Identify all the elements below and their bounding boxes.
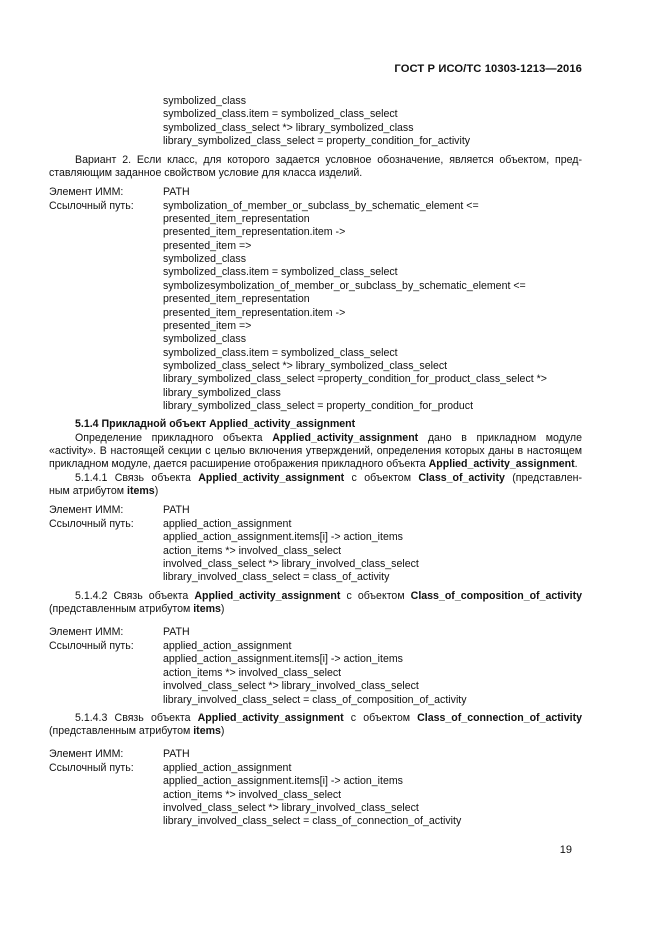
element-value: PATH bbox=[163, 186, 190, 198]
para-5-1-4-line2: «activity». В настоящей секции с целью включения утверждений, определения которых даны в настоящем bbox=[49, 445, 582, 457]
code-line: symbolized_class.item = symbolized_class_select bbox=[163, 347, 398, 359]
code-line: applied_action_assignment bbox=[163, 762, 292, 774]
code-line: symbolization_of_member_or_subclass_by_schematic_element <= bbox=[163, 200, 479, 212]
code-line: applied_action_assignment.items[i] -> action_items bbox=[163, 653, 403, 665]
code-line: involved_class_select *> library_involved_class_select bbox=[163, 558, 419, 570]
ref-path-label: Ссылочный путь: bbox=[49, 518, 134, 530]
element-label: Элемент ИММ: bbox=[49, 186, 124, 198]
heading-5-1-4-3-line1: 5.1.4.3 Связь объекта Applied_activity_assignment с объектом Class_of_connection_of_activity bbox=[75, 712, 582, 724]
code-line: symbolized_class_select *> library_symbolized_class_select bbox=[163, 360, 448, 372]
code-line: involved_class_select *> library_involved_class_select bbox=[163, 802, 419, 814]
code-line: involved_class_select *> library_involved_class_select bbox=[163, 680, 419, 692]
code-line: library_symbolized_class_select =property_condition_for_product_class_select *> bbox=[163, 373, 547, 385]
code-line: applied_action_assignment.items[i] -> action_items bbox=[163, 775, 403, 787]
heading-5-1-4-1-line2: ным атрибутом items) bbox=[49, 485, 159, 497]
ref-path-label: Ссылочный путь: bbox=[49, 200, 134, 212]
ref-path-label: Ссылочный путь: bbox=[49, 762, 134, 774]
variant2-text-line1: Вариант 2. Если класс, для которого задается условное обозначение, является объектом, пред- bbox=[75, 154, 582, 166]
code-line: action_items *> involved_class_select bbox=[163, 667, 342, 679]
code-line: symbolized_class bbox=[163, 95, 247, 107]
code-line: symbolized_class_select *> library_symbolized_class bbox=[163, 122, 414, 134]
ref-path-label: Ссылочный путь: bbox=[49, 640, 134, 652]
code-line: presented_item_representation.item -> bbox=[163, 226, 346, 238]
document-header: ГОСТ Р ИСО/ТС 10303-1213—2016 bbox=[394, 63, 582, 75]
code-line: symbolized_class bbox=[163, 333, 247, 345]
code-line: symbolizesymbolization_of_member_or_subclass_by_schematic_element <= bbox=[163, 280, 526, 292]
code-line: applied_action_assignment.items[i] -> action_items bbox=[163, 531, 403, 543]
code-line: action_items *> involved_class_select bbox=[163, 789, 342, 801]
element-value: PATH bbox=[163, 748, 190, 760]
code-line: library_involved_class_select = class_of_composition_of_activity bbox=[163, 694, 467, 706]
heading-5-1-4-2-line2: (представленным атрибутом items) bbox=[49, 603, 225, 615]
code-line: library_symbolized_class_select = property_condition_for_product bbox=[163, 400, 474, 412]
element-value: PATH bbox=[163, 626, 190, 638]
element-value: PATH bbox=[163, 504, 190, 516]
heading-5-1-4-2-line1: 5.1.4.2 Связь объекта Applied_activity_assignment с объектом Class_of_composition_of_activity bbox=[75, 590, 582, 602]
code-line: library_involved_class_select = class_of_connection_of_activity bbox=[163, 815, 462, 827]
code-line: symbolized_class.item = symbolized_class_select bbox=[163, 266, 398, 278]
para-5-1-4-line3: прикладном модуле, дается расширение отображения прикладного объекта Applied_activity_assignment. bbox=[49, 458, 578, 470]
section-heading-5-1-4: 5.1.4 Прикладной объект Applied_activity_assignment bbox=[75, 418, 356, 430]
code-line: presented_item => bbox=[163, 240, 252, 252]
heading-5-1-4-3-line2: (представленным атрибутом items) bbox=[49, 725, 225, 737]
element-label: Элемент ИММ: bbox=[49, 748, 124, 760]
code-line: applied_action_assignment bbox=[163, 518, 292, 530]
code-line: symbolized_class.item = symbolized_class_select bbox=[163, 108, 398, 120]
variant2-text-line2: ставляющим заданное свойством условие для класса изделий. bbox=[49, 167, 363, 179]
code-line: presented_item_representation bbox=[163, 213, 310, 225]
heading-5-1-4-1-line1: 5.1.4.1 Связь объекта Applied_activity_assignment с объектом Class_of_activity (представлен- bbox=[75, 472, 582, 484]
page-number: 19 bbox=[559, 844, 572, 856]
code-line: library_symbolized_class_select = property_condition_for_activity bbox=[163, 135, 471, 147]
code-line: library_symbolized_class bbox=[163, 387, 281, 399]
code-line: symbolized_class bbox=[163, 253, 247, 265]
code-line: applied_action_assignment bbox=[163, 640, 292, 652]
code-line: action_items *> involved_class_select bbox=[163, 545, 342, 557]
code-line: presented_item_representation.item -> bbox=[163, 307, 346, 319]
para-5-1-4-line1: Определение прикладного объекта Applied_activity_assignment дано в прикладном модуле bbox=[75, 432, 582, 444]
code-line: presented_item_representation bbox=[163, 293, 310, 305]
element-label: Элемент ИММ: bbox=[49, 504, 124, 516]
code-line: library_involved_class_select = class_of_activity bbox=[163, 571, 390, 583]
code-line: presented_item => bbox=[163, 320, 252, 332]
element-label: Элемент ИММ: bbox=[49, 626, 124, 638]
